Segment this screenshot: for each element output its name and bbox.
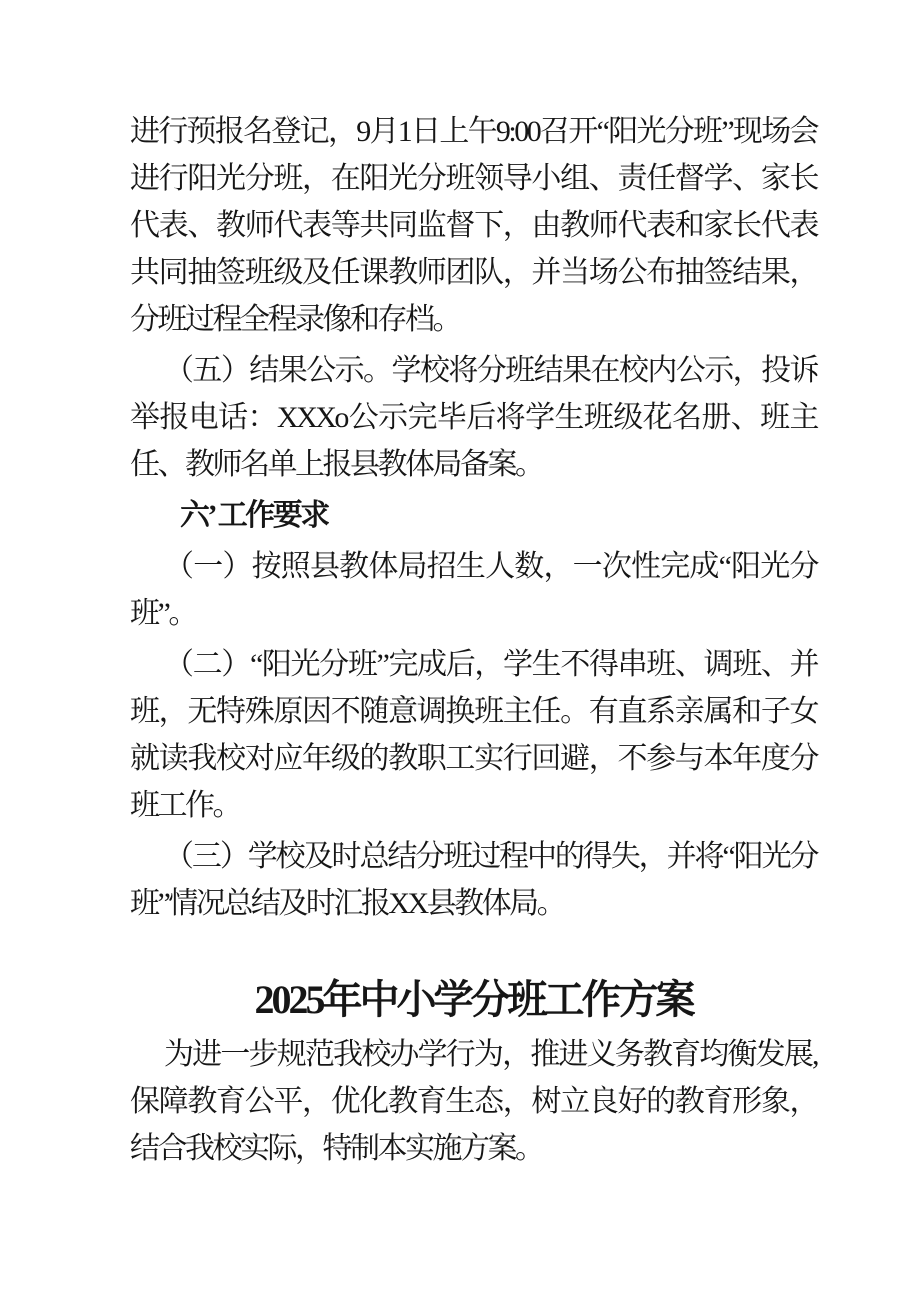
paragraph-item-two: （二）“阳光分班”完成后，学生不得串班、调班、并班，无特殊原因不随意调换班主任。有直系亲属和子女就读我校对应年级的教职工实行回避，不参与本年度分班工作。 <box>130 648 817 822</box>
paragraph-item-one: （一）按照县教体局招生人数，一次性完成“阳光分班”。 <box>130 550 817 630</box>
paragraph-result-publicity: （五）结果公示。学校将分班结果在校内公示，投诉举报电话：XXXo公示完毕后将学生班级花名册、班主任、教师名单上报县教体局备案。 <box>130 354 817 481</box>
paragraph-intro: 为进一步规范我校办学行为，推进义务教育均衡发展,保障教育公平，优化教育生态，树立良好的教育形象，结合我校实际，特制本实施方案。 <box>130 1038 817 1165</box>
paragraph-continuation: 进行预报名登记，9月1日上午9:00召开“阳光分班”现场会进行阳光分班，在阳光分班领导小组、责任督学、家长代表、教师代表等共同监督下，由教师代表和家长代表共同抽签班级及任课教师团队，并当场公布抽签结果，分班过程全程录像和存档。 <box>130 115 817 336</box>
document-title: 2025年中小学分班工作方案 <box>254 977 693 1022</box>
heading-work-requirements: 六’ 工作要求 <box>180 499 328 532</box>
paragraph-item-three: （三）学校及时总结分班过程中的得失，并将“阳光分班”情况总结及时汇报XX县教体局。 <box>130 840 817 920</box>
